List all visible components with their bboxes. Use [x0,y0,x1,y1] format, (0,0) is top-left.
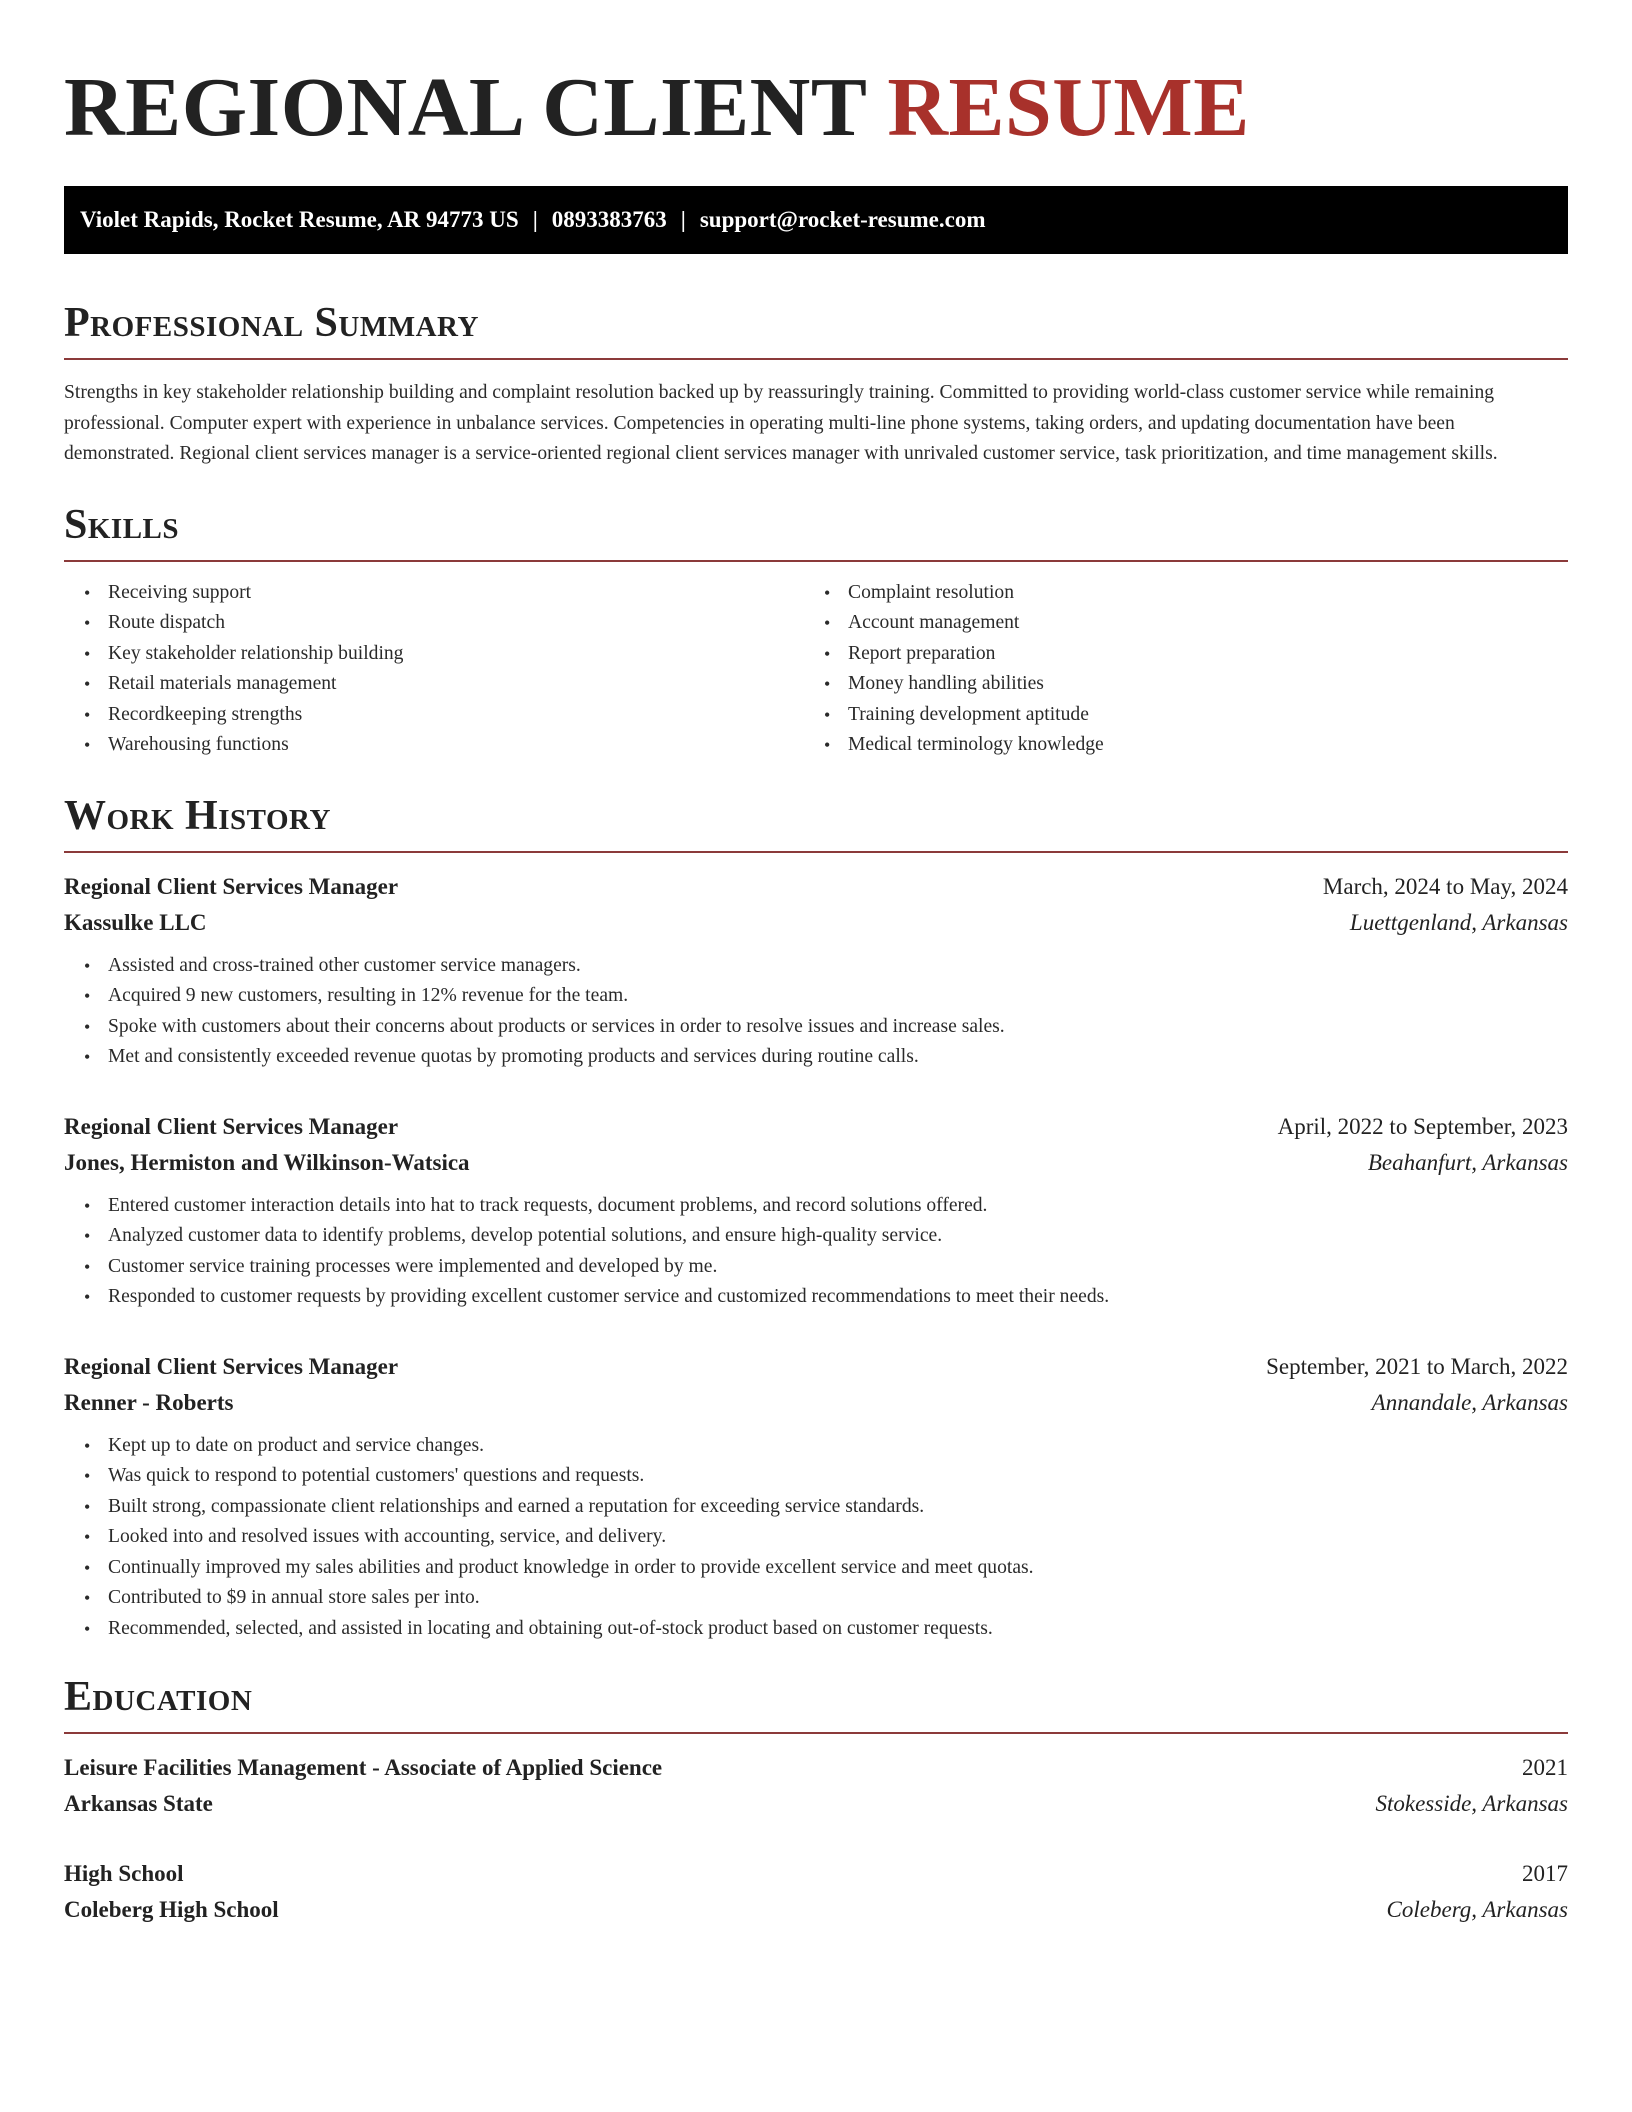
bullet-icon: • [84,1496,91,1517]
duty-item: • Spoke with customers about their concerns about products or services in order to resolve issues and increase sales. [64,1012,1568,1043]
bullet-icon: • [84,986,91,1006]
bullet-icon: • [84,1287,91,1307]
duty-item: • Acquired 9 new customers, resulting in 12% revenue for the team. [64,981,1568,1012]
skill-item: • Recordkeeping strengths [64,700,804,731]
section-divider [64,358,1568,360]
skills-list-right [804,578,1568,761]
job-duties [64,1191,1568,1313]
contact-separator: | [680,207,686,232]
duty-item: • Recommended, selected, and assisted in locating and obtaining out-of-stock product based on customer requests. [64,1614,1568,1645]
title-main: REGIONAL CLIENT [64,61,888,154]
education-degree: Leisure Facilities Management - Associate of Applied Science [64,1755,663,1780]
job-dates: March, 2024 to May, 2024 [1322,873,1568,899]
bullet-icon: • [84,955,91,976]
bullet-icon: • [84,1435,91,1456]
education-degree: High School [64,1861,184,1886]
bullet-icon: • [84,1195,91,1216]
summary-heading: Professional Summary [64,300,479,346]
job-title-row [64,1109,1568,1145]
job-duties [64,951,1568,1073]
job-title: Regional Client Services Manager [64,1113,399,1139]
contact-bar [64,186,1568,254]
education-school-row [64,1786,1568,1822]
duty-item: • Customer service training processes were implemented and developed by me. [64,1252,1568,1283]
skill-item: • Account management [804,608,1568,639]
bullet-icon: • [84,1047,91,1067]
work-history-heading: Work History [64,792,331,839]
skill-item: • Training development aptitude [804,700,1568,731]
section-divider [64,560,1568,562]
education-school: Arkansas State [64,1791,213,1816]
skill-item: • Medical terminology knowledge [804,730,1568,761]
contact-phone: 0893383763 [551,207,667,232]
job-title-row [64,1349,1568,1385]
skill-item: • Warehousing functions [64,730,804,761]
skills-grid [64,578,1568,761]
duty-item: • Kept up to date on product and service changes. [64,1431,1568,1462]
skill-item: • Money handling abilities [804,669,1568,700]
education-location: Stokesside, Arkansas [1375,1791,1568,1816]
job-company-row [64,905,1568,941]
skill-item: • Key stakeholder relationship building [64,639,804,670]
duty-item: • Analyzed customer data to identify problems, develop potential solutions, and ensure high-quality service. [64,1221,1568,1252]
bullet-icon: • [824,704,831,725]
duty-item: • Built strong, compassionate client relationships and earned a reputation for exceeding service standards. [64,1492,1568,1523]
education-location: Coleberg, Arkansas [1386,1897,1568,1922]
bullet-icon: • [824,674,831,694]
education-year: 2017 [1522,1861,1568,1886]
bullet-icon: • [84,1588,91,1608]
bullet-icon: • [84,1527,91,1547]
education-year: 2021 [1522,1755,1568,1780]
job-entry [64,1109,1568,1313]
bullet-icon: • [824,643,831,664]
bullet-icon: • [84,582,91,603]
section-divider [64,1732,1568,1734]
bullet-icon: • [84,674,91,694]
job-company: Kassulke LLC [64,909,207,935]
duty-item: • Assisted and cross-trained other customer service managers. [64,951,1568,982]
contact-email: support@rocket-resume.com [699,207,986,232]
bullet-icon: • [84,1557,91,1578]
education-school: Coleberg High School [64,1897,279,1922]
education-school-row [64,1892,1568,1928]
skill-item: • Receiving support [64,578,804,609]
resume-title [64,61,1568,154]
contact-address: Violet Rapids, Rocket Resume, AR 94773 US [80,207,519,232]
skill-item: • Retail materials management [64,669,804,700]
duty-item: • Was quick to respond to potential customers' questions and requests. [64,1461,1568,1492]
skill-item: • Complaint resolution [804,578,1568,609]
title-accent: RESUME [887,61,1250,154]
job-duties [64,1431,1568,1645]
bullet-icon: • [84,735,91,755]
job-title: Regional Client Services Manager [64,873,399,899]
job-location: Annandale, Arkansas [1371,1389,1568,1415]
bullet-icon: • [84,1618,91,1639]
duty-item: • Continually improved my sales abilities and product knowledge in order to provide excellent service and meet quotas. [64,1553,1568,1584]
education-entry [64,1856,1568,1928]
job-title-row [64,869,1568,905]
bullet-icon: • [824,582,831,603]
duty-item: • Looked into and resolved issues with accounting, service, and delivery. [64,1522,1568,1553]
duty-item: • Met and consistently exceeded revenue quotas by promoting products and services during routine calls. [64,1042,1568,1073]
bullet-icon: • [824,613,831,633]
bullet-icon: • [84,643,91,664]
bullet-icon: • [824,735,831,755]
education-heading: Education [64,1674,253,1720]
bullet-icon: • [84,1226,91,1246]
duty-item: • Responded to customer requests by providing excellent customer service and customized recommendations to meet their needs. [64,1282,1568,1313]
job-entry [64,1349,1568,1645]
skills-heading: Skills [64,501,180,548]
job-company: Jones, Hermiston and Wilkinson-Watsica [64,1149,470,1175]
education-degree-row [64,1856,1568,1892]
job-entry [64,869,1568,1073]
bullet-icon: • [84,1256,91,1277]
job-dates: September, 2021 to March, 2022 [1266,1353,1568,1379]
duty-item: • Contributed to $9 in annual store sales per into. [64,1583,1568,1614]
education-degree-row [64,1750,1568,1786]
bullet-icon: • [84,613,91,633]
skill-item: • Route dispatch [64,608,804,639]
section-divider [64,851,1568,853]
job-title: Regional Client Services Manager [64,1353,399,1379]
summary-text: Strengths in key stakeholder relationship building and complaint resolution backed up by reassuringly training. Committed to providing world-class customer service while remaining professional. Computer expert with experience in unbalance services. Competencies in operating multi-line phone systems, taking orders, and updating documentation have been demonstrated. Regional client services manager is a service-oriented regional client services manager with unrivaled customer service, task prioritization, and time management skills. [64,382,1498,464]
bullet-icon: • [84,1016,91,1037]
job-dates: April, 2022 to September, 2023 [1277,1113,1568,1139]
skills-list-left [64,578,804,761]
job-location: Luettgenland, Arkansas [1349,909,1568,935]
job-company-row [64,1145,1568,1181]
education-entry [64,1750,1568,1822]
job-company-row [64,1385,1568,1421]
contact-separator: | [532,207,538,232]
duty-item: • Entered customer interaction details into hat to track requests, document problems, and record solutions offered. [64,1191,1568,1222]
skill-item: • Report preparation [804,639,1568,670]
bullet-icon: • [84,704,91,725]
job-location: Beahanfurt, Arkansas [1367,1149,1568,1175]
bullet-icon: • [84,1466,91,1486]
job-company: Renner - Roberts [64,1389,234,1415]
